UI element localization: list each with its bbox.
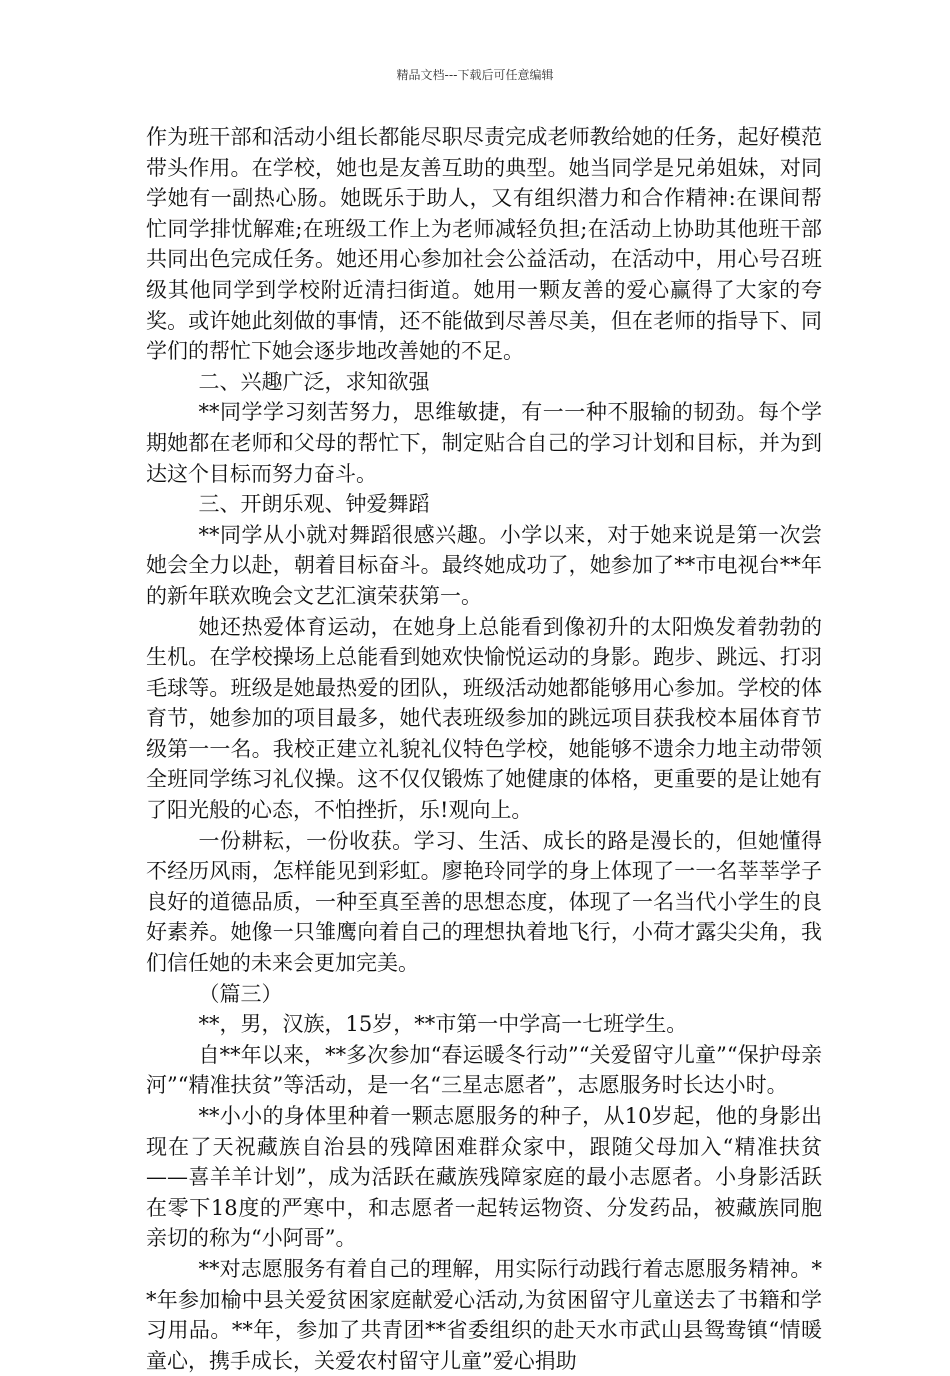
section-heading: （篇三）: [198, 981, 283, 1006]
paragraph: **，男，汉族，15岁，**市第一中学高一七班学生。: [198, 1012, 688, 1037]
paragraph: **同学从小就对舞蹈很感兴趣。小学以来，对于她来说是第一次尝她会全力以赴，朝着目标奋斗。最终她成功了，她参加了**市电视台**年的新年联欢晚会文艺汇演荣获第一。: [146, 522, 822, 608]
paragraph: 她还热爱体育运动，在她身上总能看到像初升的太阳焕发着勃勃的生机。在学校操场上总能看到她欢快愉悦运动的身影。跑步、跳远、打羽毛球等。班级是她最热爱的团队，班级活动她都能够用心参加。学校的体育节，她参加的项目最多，她代表班级参加的跳远项目获我校本届体育节级第一一名。我校正建立礼貌礼仪特色学校，她能够不遗余力地主动带领全班同学练习礼仪操。这不仅仅锻炼了她健康的体格，更重要的是让她有了阳光般的心态，不怕挫折，乐!观向上。: [146, 614, 822, 823]
paragraph: 作为班干部和活动小组长都能尽职尽责完成老师教给她的任务，起好模范带头作用。在学校，她也是友善互助的典型。她当同学是兄弟姐妹，对同学她有一副热心肠。她既乐于助人，又有组织潜力和合作精神:在课间帮忙同学排忧解难;在班级工作上为老师减轻负担;在活动上协助其他班干部共同出色完成任务。她还用心参加社会公益活动，在活动中，用心号召班级其他同学到学校附近清扫街道。她用一颗友善的爱心赢得了大家的夸奖。或许她此刻做的事情，还不能做到尽善尽美，但在老师的指导下、同学们的帮忙下她会逐步地改善她的不足。: [146, 125, 822, 364]
paragraph: **小小的身体里种着一颗志愿服务的种子，从10岁起，他的身影出现在了天祝藏族自治县的残障困难群众家中，跟随父母加入“精准扶贫——喜羊羊计划”，成为活跃在藏族残障家庭的最小志愿者。小身影活跃在零下18度的严寒中，和志愿者一起转运物资、分发药品，被藏族同胞亲切的称为“小阿哥”。: [146, 1104, 822, 1251]
section-heading: 二、兴趣广泛，求知欲强: [198, 369, 430, 394]
page-header: 精品文档---下载后可任意编辑: [396, 68, 554, 82]
paragraph: **同学学习刻苦努力，思维敏捷，有一一种不服输的韧劲。每个学期她都在老师和父母的帮忙下，制定贴合自己的学习计划和目标，并为到达这个目标而努力奋斗。: [146, 400, 822, 486]
paragraph: 自**年以来，**多次参加“春运暖冬行动”“关爱留守儿童”“保护母亲河”“精准扶贫”等活动，是一名“三星志愿者”，志愿服务时长达小时。: [146, 1042, 822, 1098]
document-body: [146, 122, 822, 1376]
section-heading: 三、开朗乐观、钟爱舞蹈: [198, 492, 430, 517]
paragraph: **对志愿服务有着自己的理解，用实际行动践行着志愿服务精神。**年参加榆中县关爱贫困家庭献爱心活动,为贫困留守儿童送去了书籍和学习用品。**年，参加了共青团**省委组织的赴天水市武山县鸳鸯镇“情暖童心，携手成长，关爱农村留守儿童”爱心捐助: [146, 1256, 822, 1373]
paragraph: 一份耕耘，一份收获。学习、生活、成长的路是漫长的，但她懂得不经历风雨，怎样能见到彩虹。廖艳玲同学的身上体现了一一名莘莘学子良好的道德品质，一种至真至善的思想态度，体现了一名当代小学生的良好素养。她像一只雏鹰向着自己的理想执着地飞行，小荷才露尖尖角，我们信任她的未来会更加完美。: [146, 828, 822, 976]
